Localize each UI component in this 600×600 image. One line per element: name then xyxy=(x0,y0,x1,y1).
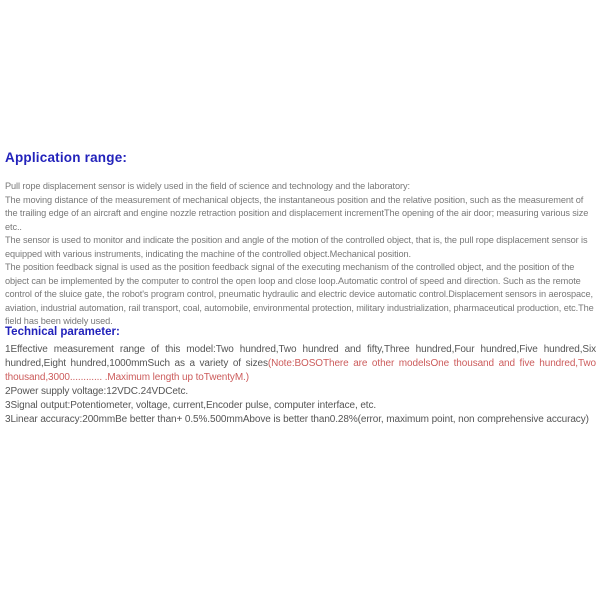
application-range-heading: Application range: xyxy=(5,150,128,165)
application-paragraph: The sensor is used to monitor and indicate the position and angle of the motion of the controlled object, that is, the pull rope displacement sensor is equipped with various instruments, indicating the machine of the controlled object.Mechanical position. xyxy=(5,235,588,259)
tech-item-measurement-range xyxy=(5,343,596,385)
tech-item-measurement-range-note: (Note:BOSOThere are other modelsOne thousand and five hundred,Two thousand,3000............ .Maximum length up toTwentyM.) xyxy=(5,358,596,383)
application-range-section xyxy=(5,180,596,329)
tech-item-linear-accuracy: 3Linear accuracy:200mmBe better than+ 0.5%.500mmAbove is better than0.28%(error, maximum point, non comprehensive accuracy) xyxy=(5,414,589,425)
application-paragraph: The moving distance of the measurement of mechanical objects, the instantaneous position and the relative position, such as the measurement of the trailing edge of an aircraft and engine nozzle retraction position and displacement incrementThe opening of the air door; measuring various size etc.. xyxy=(5,194,589,232)
application-paragraph: Pull rope displacement sensor is widely used in the field of science and technology and the laboratory: xyxy=(5,181,410,191)
tech-item-signal-output: 3Signal output:Potentiometer, voltage, current,Encoder pulse, computer interface, etc. xyxy=(5,400,377,411)
application-paragraph: The position feedback signal is used as the position feedback signal of the executing mechanism of the controlled object, and the position of the object can be implemented by the computer to control the open loop and close loop.Automatic control of speed and direction. Such as the remote control of the sluice gate, the robot's program control, pneumatic hydraulic and electric device automatic control.Displacement sensors in aerospace, aviation, industrial automation, rail transport, coal, automobile, environmental protection, military industrialization, pharmaceutical production, etc.The field has been widely used. xyxy=(5,262,594,326)
tech-item-measurement-range-text: 1Effective measurement range of this model:Two hundred,Two hundred and fifty,Three hundred,Four hundred,Five hundred,Six hundred,Eight hundred,1000mmSuch as a variety of sizes xyxy=(5,344,596,369)
technical-parameter-section xyxy=(5,343,596,427)
technical-parameter-heading: Technical parameter: xyxy=(5,326,120,338)
tech-item-power-supply: 2Power supply voltage:12VDC.24VDCetc. xyxy=(5,386,189,397)
